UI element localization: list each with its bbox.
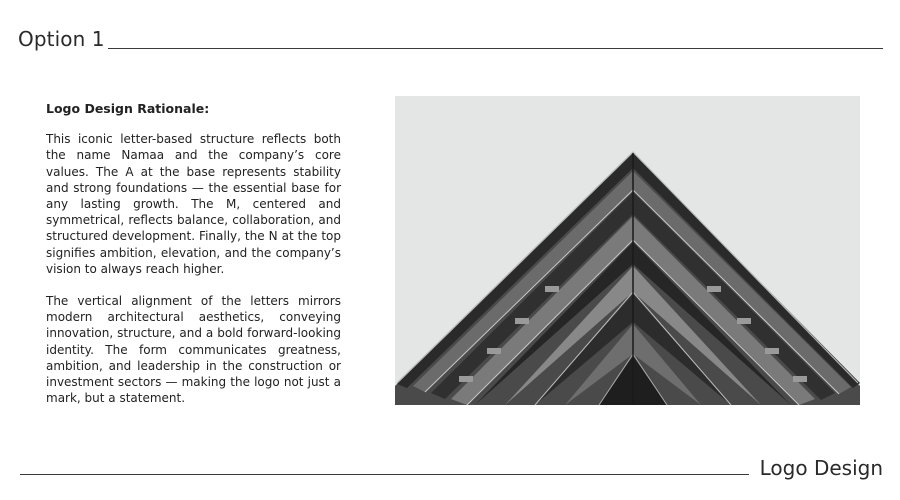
rationale-paragraph-1: This iconic letter-based structure reflects both the name Namaa and the company’s core values. The A at the base represents stability and strong foundations — the essential base for any lasting growth. The M, centered and symmetrical, reflects balance, collaboration, and structured development. Finally, the N at the top signifies ambition, elevation, and the company’s vision to always reach higher. xyxy=(46,132,341,276)
page-title: Option 1 xyxy=(18,27,105,51)
rationale-heading: Logo Design Rationale: xyxy=(46,101,210,116)
footer-title: Logo Design xyxy=(759,456,883,480)
rationale-section xyxy=(46,101,341,406)
building-corner-photo xyxy=(395,96,860,405)
footer-divider xyxy=(20,474,749,475)
building-illustration xyxy=(395,96,860,405)
header-divider xyxy=(108,48,883,49)
rationale-paragraph-2: The vertical alignment of the letters mirrors modern architectural aesthetics, conveying innovation, structure, and a bold forward-looking identity. The form communicates greatness, ambition, and leadership in the construction or investment sectors — making the logo not just a mark, but a statement. xyxy=(46,294,341,406)
